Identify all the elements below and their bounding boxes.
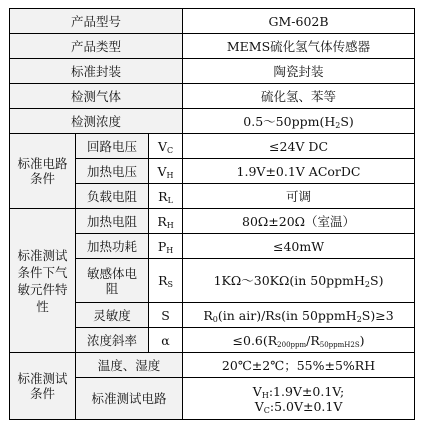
heater-power-value: ≤40mW (183, 234, 415, 259)
model-value: GM-602B (183, 9, 415, 34)
element-group-label: 标准测试条件下气敏元件特性 (10, 209, 76, 353)
load-resistance-value: 可调 (183, 184, 415, 209)
model-label: 产品型号 (10, 9, 183, 34)
table-row (10, 134, 415, 159)
package-label: 标准封装 (10, 59, 183, 84)
test-group-label: 标准测试条件 (10, 353, 76, 420)
heater-voltage-value: 1.9V±0.1V ACorDC (183, 159, 415, 184)
heater-resistance-symbol: $R_H$ (149, 209, 183, 234)
sensitivity-symbol: S (149, 303, 183, 328)
table-row (10, 9, 415, 34)
test-circuit-value (183, 378, 415, 420)
table-row (10, 353, 415, 378)
sensing-resistance-label: 敏感体电阻 (76, 259, 149, 303)
spec-table (9, 8, 415, 420)
loop-voltage-label: 回路电压 (76, 134, 149, 159)
heater-power-label: 加热功耗 (76, 234, 149, 259)
table-row (10, 209, 415, 234)
heater-voltage-label: 加热电压 (76, 159, 149, 184)
package-value: 陶瓷封装 (183, 59, 415, 84)
table-row (10, 109, 415, 134)
heater-resistance-value: 80Ω±20Ω（室温） (183, 209, 415, 234)
type-value: MEMS硫化氢气体传感器 (183, 34, 415, 59)
test-circuit-line-2: $V_C:5.0V\pm 0.1V$ (254, 398, 343, 415)
slope-value: $\le 0.6(R_{200ppm}/R_{50ppmH2S})$ (183, 328, 415, 353)
test-circuit-line-1: $V_H:1.9V\pm 0.1V$; (252, 383, 345, 400)
range-value: $0.5\sim 50ppm(H_2S)$ (183, 109, 415, 134)
type-label: 产品类型 (10, 34, 183, 59)
heater-power-symbol: $P_H$ (149, 234, 183, 259)
load-resistance-symbol: $R_L$ (149, 184, 183, 209)
table-row (10, 84, 415, 109)
test-circuit-label: 标准测试电路 (76, 378, 183, 420)
circuit-group-label: 标准电路条件 (10, 134, 76, 209)
sensing-resistance-value: 1KΩ～30KΩ(in 50ppmH$_2$S) (183, 259, 415, 303)
loop-voltage-symbol: $V_C$ (149, 134, 183, 159)
sensing-resistance-symbol: $R_S$ (149, 259, 183, 303)
loop-voltage-value: ≤24V DC (183, 134, 415, 159)
gas-label: 检测气体 (10, 84, 183, 109)
table-row (10, 34, 415, 59)
range-label: 检测浓度 (10, 109, 183, 134)
sensitivity-label: 灵敏度 (76, 303, 149, 328)
sensitivity-value: $R_0(in$ air)/Rs(in 50ppmH$_2$S)≥3 (183, 303, 415, 328)
temp-humidity-label: 温度、湿度 (76, 353, 183, 378)
temp-humidity-value: 20℃±2℃；55%±5%RH (183, 353, 415, 378)
slope-symbol: α (149, 328, 183, 353)
heater-resistance-label: 加热电阻 (76, 209, 149, 234)
load-resistance-label: 负载电阻 (76, 184, 149, 209)
gas-value: 硫化氢、苯等 (183, 84, 415, 109)
slope-label: 浓度斜率 (76, 328, 149, 353)
heater-voltage-symbol: $V_H$ (149, 159, 183, 184)
table-row (10, 59, 415, 84)
